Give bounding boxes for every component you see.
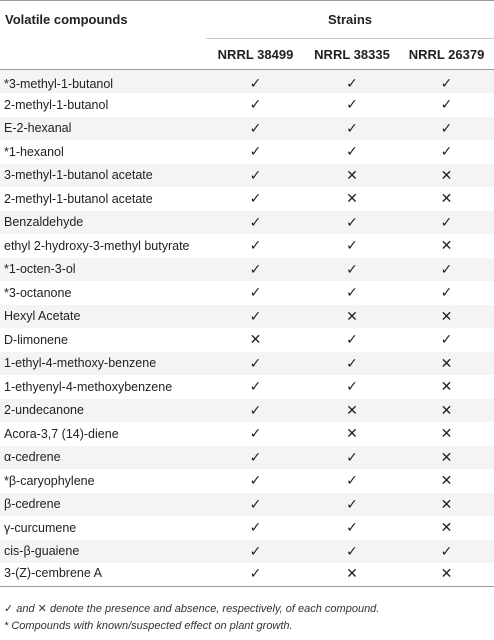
table-row — [0, 211, 494, 235]
header-strains: Strains — [206, 1, 494, 39]
table-row — [0, 187, 494, 211]
absence-cross-mark: ✕ — [440, 425, 453, 442]
table-row — [0, 446, 494, 470]
presence-check-mark: ✓ — [346, 237, 358, 254]
table-row — [0, 352, 494, 376]
table-row — [0, 305, 494, 329]
presence-check-mark: ✓ — [305, 70, 399, 94]
absence-cross-mark: ✕ — [399, 352, 494, 376]
presence-check-mark: ✓ — [206, 258, 305, 282]
presence-check-mark: ✓ — [249, 378, 262, 395]
presence-check-mark: ✓ — [206, 117, 305, 141]
absence-cross-mark: ✕ — [440, 519, 453, 536]
presence-check-mark: ✓ — [305, 493, 399, 517]
compound-name: E-2-hexanal — [0, 117, 206, 141]
footnote-legend: ✓ and ✕ denote the presence and absence, respectively, of each compound. — [4, 603, 380, 615]
compound-name: Hexyl Acetate — [0, 305, 206, 329]
compound-name: β-cedrene — [0, 493, 206, 517]
absence-cross-mark: ✕ — [346, 190, 358, 207]
table-row — [0, 375, 494, 399]
presence-check-mark: ✓ — [305, 540, 399, 564]
presence-check-mark: ✓ — [305, 117, 399, 141]
absence-cross-mark: ✕ — [399, 563, 494, 587]
presence-check-mark: ✓ — [206, 446, 305, 470]
presence-check-mark: ✓ — [305, 352, 399, 376]
absence-cross-mark: ✕ — [399, 446, 494, 470]
table-row — [0, 258, 494, 282]
table-row — [0, 469, 494, 493]
absence-cross-mark: ✕ — [440, 378, 453, 395]
table-row — [0, 540, 494, 564]
absence-cross-mark: ✕ — [399, 399, 494, 423]
absence-cross-mark: ✕ — [346, 425, 358, 442]
absence-cross-mark: ✕ — [399, 164, 494, 188]
compound-name: *3-methyl-1-butanol — [0, 70, 206, 94]
absence-cross-mark: ✕ — [305, 305, 399, 329]
presence-check-mark: ✓ — [346, 143, 358, 160]
presence-check-mark: ✓ — [399, 211, 494, 235]
table-row — [0, 117, 494, 141]
compound-name: 2-undecanone — [0, 399, 206, 423]
header-blank-cell — [0, 39, 206, 70]
absence-cross-mark: ✕ — [249, 331, 262, 348]
table-row — [0, 493, 494, 517]
compound-name: 3-methyl-1-butanol acetate — [0, 164, 206, 188]
table-row — [0, 140, 494, 164]
presence-check-mark: ✓ — [440, 331, 453, 348]
table-row — [0, 70, 494, 94]
table-row — [0, 422, 494, 446]
strain-header: NRRL 26379 — [399, 39, 494, 70]
absence-cross-mark: ✕ — [305, 399, 399, 423]
presence-check-mark: ✓ — [305, 446, 399, 470]
absence-cross-mark: ✕ — [440, 472, 453, 489]
presence-check-mark: ✓ — [249, 237, 262, 254]
presence-check-mark: ✓ — [440, 143, 453, 160]
compound-name: Acora-3,7 (14)-diene — [4, 426, 119, 441]
presence-check-mark: ✓ — [440, 284, 453, 301]
presence-check-mark: ✓ — [346, 331, 358, 348]
presence-check-mark: ✓ — [346, 96, 358, 113]
absence-cross-mark: ✕ — [399, 305, 494, 329]
absence-cross-mark: ✕ — [305, 563, 399, 587]
presence-check-mark: ✓ — [249, 425, 262, 442]
presence-check-mark: ✓ — [346, 284, 358, 301]
compound-name: *1-hexanol — [4, 144, 64, 159]
presence-check-mark: ✓ — [206, 211, 305, 235]
presence-check-mark: ✓ — [399, 117, 494, 141]
presence-check-mark: ✓ — [346, 519, 358, 536]
presence-check-mark: ✓ — [249, 472, 262, 489]
presence-check-mark: ✓ — [206, 399, 305, 423]
header-row-strains — [0, 39, 494, 70]
presence-check-mark: ✓ — [206, 352, 305, 376]
table-row — [0, 328, 494, 352]
table-row — [0, 234, 494, 258]
presence-check-mark: ✓ — [206, 493, 305, 517]
presence-check-mark: ✓ — [206, 164, 305, 188]
table-header — [0, 1, 494, 70]
compound-name: cis-β-guaiene — [0, 540, 206, 564]
strain-header: NRRL 38499 — [206, 39, 305, 70]
absence-cross-mark: ✕ — [440, 190, 453, 207]
presence-check-mark: ✓ — [346, 472, 358, 489]
compound-name: *1-octen-3-ol — [0, 258, 206, 282]
presence-check-mark: ✓ — [399, 540, 494, 564]
presence-check-mark: ✓ — [249, 143, 262, 160]
table-row — [0, 563, 494, 587]
table-row — [0, 281, 494, 305]
presence-check-mark: ✓ — [206, 540, 305, 564]
presence-check-mark: ✓ — [305, 258, 399, 282]
compound-name: Benzaldehyde — [0, 211, 206, 235]
presence-check-mark: ✓ — [305, 211, 399, 235]
presence-check-mark: ✓ — [249, 284, 262, 301]
presence-check-mark: ✓ — [399, 70, 494, 94]
compound-name: ethyl 2-hydroxy-3-methyl butyrate — [4, 238, 190, 253]
presence-check-mark: ✓ — [440, 96, 453, 113]
compound-name: 2-methyl-1-butanol acetate — [4, 191, 153, 206]
header-row-main — [0, 1, 494, 39]
absence-cross-mark: ✕ — [440, 237, 453, 254]
compound-name: 1-ethyl-4-methoxy-benzene — [0, 352, 206, 376]
table-body — [0, 70, 494, 587]
compound-name: *β-caryophylene — [4, 473, 95, 488]
compound-name: 3-(Z)-cembrene A — [0, 563, 206, 587]
strain-header: NRRL 38335 — [305, 39, 399, 70]
compound-name: 2-methyl-1-butanol — [4, 97, 109, 112]
compound-name: D-limonene — [4, 332, 68, 347]
table-row — [0, 93, 494, 117]
presence-check-mark: ✓ — [249, 96, 262, 113]
compound-name: 1-ethyenyl-4-methoxybenzene — [4, 379, 173, 394]
table-row — [0, 516, 494, 540]
presence-check-mark: ✓ — [206, 563, 305, 587]
table-row — [0, 164, 494, 188]
footnote-asterisk: * Compounds with known/suspected effect on plant growth. — [4, 620, 293, 632]
header-compounds: Volatile compounds — [0, 1, 206, 39]
absence-cross-mark: ✕ — [399, 493, 494, 517]
compound-name: α-cedrene — [0, 446, 206, 470]
presence-check-mark: ✓ — [399, 258, 494, 282]
absence-cross-mark: ✕ — [305, 164, 399, 188]
presence-check-mark: ✓ — [249, 190, 262, 207]
compound-name: γ-curcumene — [4, 520, 77, 535]
presence-check-mark: ✓ — [206, 305, 305, 329]
presence-check-mark: ✓ — [346, 378, 358, 395]
compound-name: *3-octanone — [4, 285, 72, 300]
presence-check-mark: ✓ — [249, 519, 262, 536]
presence-check-mark: ✓ — [206, 70, 305, 94]
table-row — [0, 399, 494, 423]
